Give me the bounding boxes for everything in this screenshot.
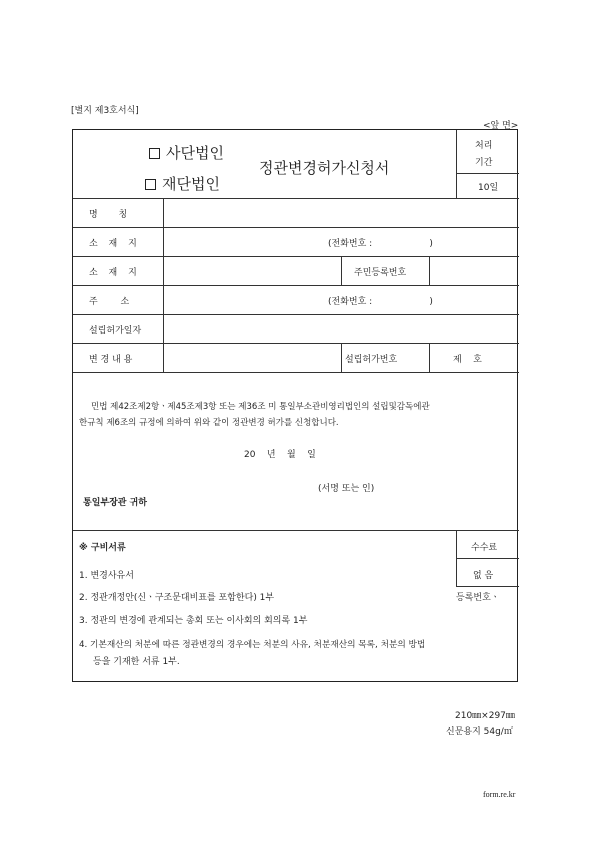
attachment-item-1: 1. 변경사유서 xyxy=(79,571,134,581)
fee-value: 없 음 xyxy=(473,571,494,581)
form-title: 정관변경허가신청서 xyxy=(259,159,390,177)
name-label: 명 칭 xyxy=(89,210,128,220)
change-content-label: 변 경 내 용 xyxy=(89,355,133,365)
location-label: 소 재 지 xyxy=(89,239,137,249)
registration-note: 등록번호ㆍ xyxy=(456,593,500,603)
corporate-option-2[interactable] xyxy=(145,173,220,194)
name-input[interactable] xyxy=(165,200,517,225)
page-side-label: <앞 면> xyxy=(483,121,519,131)
location-phone[interactable]: (전화번호 : ) xyxy=(328,239,433,249)
signature-line[interactable]: (서명 또는 인) xyxy=(318,484,375,494)
permit-number-label: 설립허가번호 xyxy=(345,355,398,365)
attachment-item-3: 3. 정관의 변경에 관계되는 총회 또는 이사회의 회의록 1부 xyxy=(79,616,308,626)
permit-number-value: 제 호 xyxy=(453,355,482,365)
checkbox-icon[interactable] xyxy=(145,179,156,190)
paper-size: 210㎜×297㎜ xyxy=(455,711,515,721)
application-form xyxy=(72,129,518,682)
change-content-input[interactable] xyxy=(165,345,339,370)
option-2-label: 재단법인 xyxy=(162,175,220,193)
address-phone[interactable]: (전화번호 : ) xyxy=(328,297,433,307)
checkbox-icon[interactable] xyxy=(149,148,160,159)
form-number: [별지 제3호서식] xyxy=(71,106,139,116)
attachment-item-4-line-1: 4. 기본재산의 처분에 따른 정관변경의 경우에는 처분의 사유, 처분재산의 목록, 처분의 방법 xyxy=(79,640,426,650)
attachments-heading: ※ 구비서류 xyxy=(79,543,126,553)
addressee: 통일부장관 귀하 xyxy=(83,498,147,508)
source-watermark: form.re.kr xyxy=(483,790,516,799)
fee-label: 수수료 xyxy=(471,543,498,553)
processing-label-1: 처리 xyxy=(475,141,493,151)
date-line[interactable]: 20 년 월 일 xyxy=(244,450,316,460)
address-label: 주 소 xyxy=(89,297,130,307)
permit-date-input[interactable] xyxy=(165,316,517,341)
option-1-label: 사단법인 xyxy=(166,144,224,162)
attachment-item-4-line-2: 등을 기재한 서류 1부. xyxy=(93,657,180,667)
processing-label-2: 기간 xyxy=(475,158,493,168)
statement-line-1: 민법 제42조제2항ㆍ제45조제3항 또는 제36조 미 통일부소관비영리법인의 설립및감독에관 xyxy=(91,402,430,412)
statement-line-2: 한규칙 제6조의 규정에 의하여 위와 같이 정관변경 허가를 신청합니다. xyxy=(79,418,339,428)
resident-number-input[interactable] xyxy=(431,258,517,283)
permit-date-label: 설립허가일자 xyxy=(89,326,142,336)
owner-location-label: 소 재 지 xyxy=(89,268,137,278)
processing-period: 10일 xyxy=(478,183,499,193)
resident-number-label: 주민등록번호 xyxy=(354,268,407,278)
paper-type: 신문용지 54g/㎡ xyxy=(446,727,513,737)
attachment-item-2: 2. 정관개정안(신ㆍ구조문대비표를 포함한다) 1부 xyxy=(79,593,275,603)
corporate-option-1[interactable] xyxy=(149,142,224,163)
